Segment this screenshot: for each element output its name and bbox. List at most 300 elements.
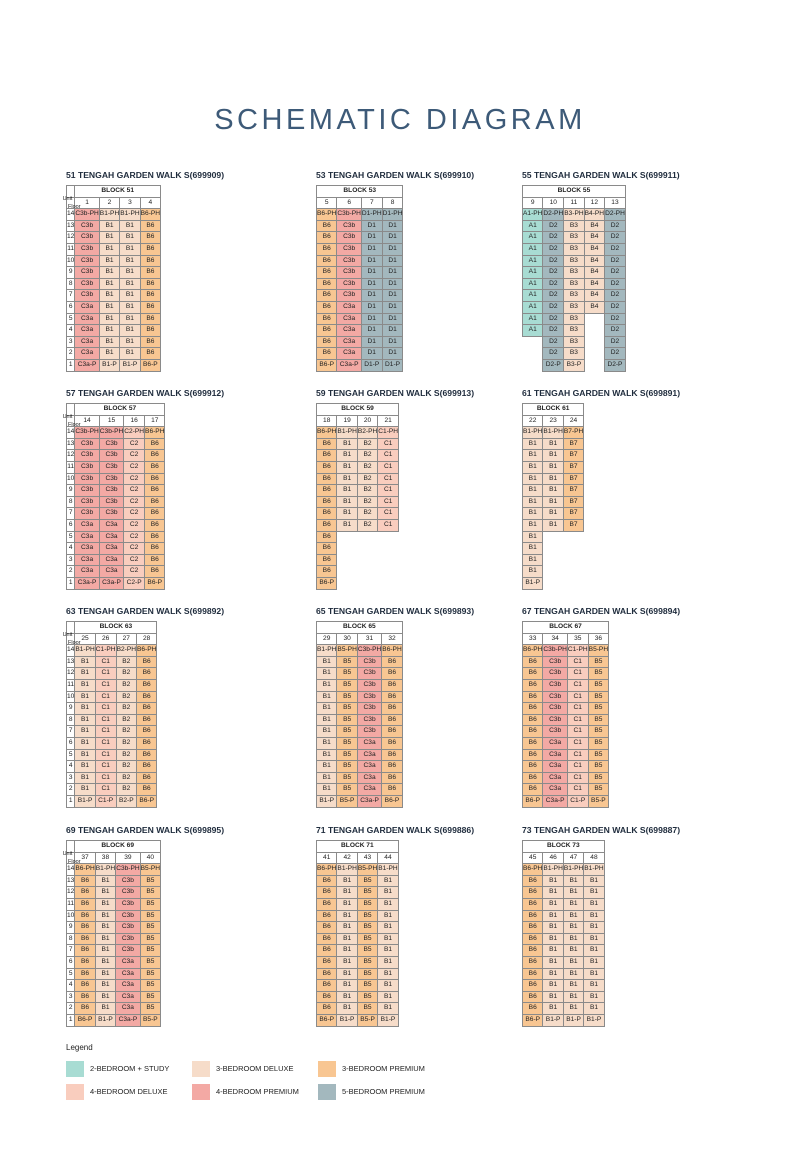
floor-number: 8	[67, 278, 75, 290]
floor-row	[316, 554, 399, 566]
unit-cell: B6-PH	[145, 427, 165, 439]
unit-cell: B1	[543, 473, 563, 485]
floor-row	[67, 761, 157, 773]
unit-cell: B6	[382, 714, 402, 726]
floor-number: 2	[67, 784, 75, 796]
unit-cell: B5	[337, 737, 357, 749]
unit-cell: B6-P	[140, 359, 160, 371]
floor-row	[67, 864, 161, 876]
floor-row	[316, 278, 403, 290]
unit-cell: C3b	[337, 278, 361, 290]
legend-swatch	[192, 1061, 210, 1077]
unit-cell: B2	[357, 473, 377, 485]
unit-cell: D2	[605, 313, 626, 325]
unit-cell: B5	[140, 956, 160, 968]
block-name: BLOCK 55	[523, 186, 626, 198]
unit-cell: C2	[124, 450, 145, 462]
unit-cell: B6-PH	[317, 209, 337, 221]
unit-cell: B5	[337, 749, 357, 761]
unit-cell: B2	[357, 461, 377, 473]
block-table	[316, 403, 399, 590]
unit-cell: B6	[145, 438, 165, 450]
unit-cell: B6-PH	[317, 864, 337, 876]
unit-cell: B3	[564, 313, 584, 325]
unit-cell: C3a	[543, 761, 567, 773]
unit-cell: B6	[136, 714, 156, 726]
unit-cell: B6-P	[317, 577, 337, 589]
unit-cell: B2	[116, 772, 136, 784]
floor-row	[316, 232, 403, 244]
unit-cell: C3b	[543, 691, 567, 703]
legend-label: 4-BEDROOM PREMIUM	[216, 1087, 299, 1096]
unit-number: 39	[116, 852, 140, 864]
unit-cell: B7	[563, 473, 583, 485]
unit-cell: B7	[563, 438, 583, 450]
unit-cell: C1	[378, 473, 399, 485]
unit-cell: C3b	[543, 703, 567, 715]
empty-cell	[584, 325, 604, 337]
unit-cell: B5	[140, 933, 160, 945]
unit-cell: D1	[382, 301, 403, 313]
floor-row	[67, 898, 161, 910]
block-name: BLOCK 71	[317, 841, 399, 853]
unit-cell: B1	[543, 887, 563, 899]
unit-cell: C3a	[116, 980, 140, 992]
unit-cell: C3b-PH	[543, 645, 567, 657]
floor-row	[316, 359, 403, 371]
unit-cell: C3b	[357, 656, 381, 668]
block-address: 55 TENGAH GARDEN WALK S(699911)	[522, 170, 680, 180]
unit-cell: B6	[523, 922, 543, 934]
unit-cell: B1	[563, 945, 583, 957]
block-table	[316, 840, 399, 1027]
floor-header: Floor	[68, 859, 81, 866]
floor-row	[67, 691, 157, 703]
block-table	[62, 403, 165, 590]
unit-cell: B1	[99, 336, 119, 348]
unit-cell: B1	[523, 519, 543, 531]
block-table	[62, 621, 157, 808]
unit-cell: B1	[543, 485, 563, 497]
unit-cell: B5	[140, 898, 160, 910]
floor-row	[67, 554, 165, 566]
unit-cell: B1	[584, 933, 604, 945]
unit-cell: A1	[523, 220, 543, 232]
unit-cell: B6	[75, 945, 95, 957]
legend-label: 5-BEDROOM PREMIUM	[342, 1087, 425, 1096]
unit-cell: B6	[523, 749, 543, 761]
unit-cell: B1	[543, 461, 563, 473]
floor-row	[522, 784, 609, 796]
unit-cell: C3a	[75, 566, 99, 578]
floor-row	[522, 209, 625, 221]
unit-number: 7	[361, 197, 382, 209]
unit-cell: B5	[140, 980, 160, 992]
unit-cell: B6	[382, 726, 402, 738]
unit-cell: B1	[563, 887, 583, 899]
empty-cell	[543, 543, 563, 555]
unit-cell: C3b	[75, 255, 99, 267]
unit-number: 6	[337, 197, 361, 209]
unit-cell: B1	[317, 772, 337, 784]
unit-cell: B6	[75, 933, 95, 945]
unit-cell: B1-PH	[99, 209, 119, 221]
unit-cell: C2	[124, 566, 145, 578]
unit-cell: C1	[95, 656, 116, 668]
unit-cell: B1	[75, 726, 95, 738]
unit-cell: B1	[523, 461, 543, 473]
floor-row	[522, 887, 604, 899]
unit-cell: B1-P	[563, 1014, 583, 1026]
floor-row	[67, 875, 161, 887]
floor-row	[67, 278, 161, 290]
unit-cell: C3a	[75, 519, 99, 531]
unit-cell: B1	[99, 290, 119, 302]
unit-cell: B5	[357, 1003, 377, 1015]
unit-cell: B5	[357, 910, 377, 922]
floor-row	[67, 427, 165, 439]
unit-cell: B6	[136, 749, 156, 761]
unit-cell: B6	[523, 910, 543, 922]
floor-row	[522, 519, 584, 531]
unit-cell: B1	[337, 991, 357, 1003]
unit-cell: B1	[543, 945, 563, 957]
unit-cell: B1	[523, 485, 543, 497]
unit-cell: C1	[567, 772, 588, 784]
unit-cell: B1	[378, 991, 398, 1003]
unit-cell: B6	[145, 543, 165, 555]
unit-cell: C3a	[357, 761, 381, 773]
unit-cell: D1-P	[382, 359, 403, 371]
block-name: BLOCK 73	[523, 841, 605, 853]
empty-cell	[563, 543, 583, 555]
floor-row	[316, 220, 403, 232]
unit-cell: B6-PH	[382, 645, 402, 657]
unit-cell: B1	[378, 956, 398, 968]
unit-number: 24	[563, 415, 583, 427]
unit-cell: B6	[317, 450, 337, 462]
unit-cell: B1	[99, 220, 119, 232]
block-name: BLOCK 59	[317, 404, 399, 416]
unit-cell: A1	[523, 232, 543, 244]
unit-cell: B2	[116, 691, 136, 703]
unit-cell: C3b	[99, 496, 123, 508]
block-name: BLOCK 69	[75, 841, 161, 853]
unit-cell: B1	[584, 991, 604, 1003]
floor-row	[522, 656, 609, 668]
floor-row	[67, 232, 161, 244]
floor-row	[67, 1003, 161, 1015]
unit-cell: C3b	[337, 267, 361, 279]
unit-cell: B6	[382, 679, 402, 691]
unit-cell: B5	[337, 691, 357, 703]
unit-cell: B6-PH	[140, 209, 160, 221]
page-title: SCHEMATIC DIAGRAM	[214, 104, 586, 136]
unit-cell: B1	[75, 656, 95, 668]
block-name: BLOCK 63	[75, 622, 157, 634]
unit-cell: D1	[382, 336, 403, 348]
unit-cell: D1	[382, 267, 403, 279]
floor-row	[316, 485, 399, 497]
unit-cell: C1-P	[567, 795, 588, 807]
unit-cell: D2	[543, 301, 564, 313]
unit-cell: B1	[337, 485, 357, 497]
floor-unit-corner	[62, 850, 81, 866]
floor-row	[522, 668, 609, 680]
unit-cell: B5	[337, 761, 357, 773]
unit-cell: B6	[317, 461, 337, 473]
legend-swatch	[318, 1084, 336, 1100]
unit-cell: D2	[543, 313, 564, 325]
unit-cell: B5	[588, 737, 608, 749]
unit-cell: C3b	[116, 875, 140, 887]
floor-number: 4	[67, 980, 75, 992]
unit-cell: B1	[523, 566, 543, 578]
unit-cell: B1	[543, 438, 563, 450]
unit-cell: B6-P	[523, 795, 543, 807]
unit-cell: B1	[95, 910, 115, 922]
floor-number: 13	[67, 220, 75, 232]
unit-cell: C1	[95, 772, 116, 784]
unit-cell: D2	[543, 255, 564, 267]
unit-number: 26	[95, 633, 116, 645]
unit-cell: B5-P	[588, 795, 608, 807]
unit-cell: B6	[136, 679, 156, 691]
block-address: 71 TENGAH GARDEN WALK S(699886)	[316, 825, 475, 835]
unit-number: 32	[382, 633, 402, 645]
floor-row	[67, 301, 161, 313]
unit-cell: B1	[543, 956, 563, 968]
unit-number: 28	[136, 633, 156, 645]
block-table	[522, 621, 609, 808]
unit-cell: B3	[564, 348, 584, 360]
unit-cell: B5	[140, 945, 160, 957]
unit-cell: B1	[317, 656, 337, 668]
unit-cell: B6	[136, 656, 156, 668]
unit-cell: B1	[563, 898, 583, 910]
unit-cell: B6	[317, 566, 337, 578]
unit-cell: B1	[337, 945, 357, 957]
unit-cell: C3b	[99, 438, 123, 450]
unit-cell: B4	[584, 220, 604, 232]
floor-row	[522, 726, 609, 738]
unit-number: 41	[317, 852, 337, 864]
unit-cell: D2-P	[605, 359, 626, 371]
unit-cell: C2	[124, 485, 145, 497]
unit-cell: B5	[588, 772, 608, 784]
floor-row	[522, 278, 625, 290]
floor-row	[316, 714, 402, 726]
unit-cell: B1-P	[75, 795, 95, 807]
unit-cell: B6	[75, 898, 95, 910]
unit-cell: B6	[317, 945, 337, 957]
unit-cell: D2	[605, 243, 626, 255]
floor-row	[67, 519, 165, 531]
floor-row	[316, 656, 402, 668]
floor-row	[316, 255, 403, 267]
unit-cell: B6	[523, 1003, 543, 1015]
floor-row	[316, 875, 398, 887]
unit-cell: B6	[136, 784, 156, 796]
unit-cell: B6	[523, 737, 543, 749]
unit-cell: B6	[75, 968, 95, 980]
unit-cell: B1	[523, 531, 543, 543]
unit-cell: C3b	[116, 898, 140, 910]
floor-row	[316, 726, 402, 738]
unit-cell: B6	[136, 668, 156, 680]
floor-number: 12	[67, 232, 75, 244]
unit-cell: D2	[605, 255, 626, 267]
floor-number: 1	[67, 1014, 75, 1026]
unit-header: Unit	[62, 195, 73, 202]
unit-cell: B1	[337, 519, 357, 531]
unit-cell: D2	[605, 267, 626, 279]
unit-cell: C1-PH	[95, 645, 116, 657]
unit-number: 20	[357, 415, 377, 427]
floor-number: 13	[67, 656, 75, 668]
unit-cell: B1	[378, 922, 398, 934]
empty-cell	[543, 577, 563, 589]
floor-row	[316, 772, 402, 784]
unit-number: 48	[584, 852, 604, 864]
unit-cell: C3b	[357, 668, 381, 680]
unit-cell: A1	[523, 313, 543, 325]
empty-cell	[584, 336, 604, 348]
unit-cell: B6	[75, 1003, 95, 1015]
unit-cell: B6	[317, 1003, 337, 1015]
unit-cell: D1	[382, 232, 403, 244]
unit-cell: B1-PH	[563, 864, 583, 876]
floor-row	[522, 714, 609, 726]
unit-cell: B3	[564, 267, 584, 279]
unit-cell: B6	[145, 566, 165, 578]
unit-cell: B1	[584, 968, 604, 980]
floor-row	[316, 461, 399, 473]
unit-cell: B6	[145, 508, 165, 520]
unit-cell: B6	[75, 991, 95, 1003]
unit-cell: C3a	[357, 772, 381, 784]
empty-cell	[378, 531, 399, 543]
unit-cell: D1	[382, 313, 403, 325]
unit-cell: C1	[95, 714, 116, 726]
floor-row	[316, 784, 402, 796]
unit-cell: B6	[317, 232, 337, 244]
floor-row	[522, 313, 625, 325]
unit-cell: D2	[543, 220, 564, 232]
unit-cell: C3a	[99, 543, 123, 555]
unit-cell: B1	[563, 968, 583, 980]
floor-row	[67, 737, 157, 749]
floor-row	[522, 761, 609, 773]
floor-row	[522, 1014, 604, 1026]
unit-cell: B1	[543, 450, 563, 462]
unit-cell: B1	[337, 450, 357, 462]
unit-cell: D1	[382, 348, 403, 360]
floor-row	[316, 898, 398, 910]
floor-number: 9	[67, 922, 75, 934]
unit-cell: C3a	[75, 301, 99, 313]
unit-cell: B1	[563, 933, 583, 945]
unit-cell: B5	[357, 887, 377, 899]
unit-cell: D1	[361, 290, 382, 302]
unit-cell: C3b	[75, 267, 99, 279]
unit-cell: D1	[361, 325, 382, 337]
unit-cell: C3a	[337, 348, 361, 360]
unit-cell: C3a-P	[75, 359, 99, 371]
unit-cell: B6	[140, 220, 160, 232]
unit-cell: D1	[361, 267, 382, 279]
unit-cell: B1	[563, 875, 583, 887]
unit-number: 15	[99, 415, 123, 427]
floor-row	[316, 968, 398, 980]
unit-cell: D1	[361, 348, 382, 360]
unit-cell: B6	[523, 668, 543, 680]
unit-number: 22	[523, 415, 543, 427]
unit-number: 5	[317, 197, 337, 209]
block-name: BLOCK 51	[75, 186, 161, 198]
unit-cell: B1	[563, 991, 583, 1003]
unit-cell: B6	[382, 784, 402, 796]
unit-cell: B6	[317, 485, 337, 497]
unit-cell: B6	[317, 875, 337, 887]
unit-cell: B6	[317, 543, 337, 555]
unit-cell: C3b	[99, 473, 123, 485]
floor-number: 4	[67, 325, 75, 337]
floor-row	[316, 543, 399, 555]
unit-cell: C1	[95, 703, 116, 715]
unit-cell: B5	[357, 968, 377, 980]
unit-cell: B1	[75, 749, 95, 761]
unit-cell: B6	[523, 980, 543, 992]
unit-cell: B1	[120, 290, 140, 302]
floor-row	[67, 290, 161, 302]
unit-cell: C3a	[116, 968, 140, 980]
unit-cell: B5	[140, 875, 160, 887]
unit-cell: C3a	[75, 336, 99, 348]
floor-row	[67, 336, 161, 348]
unit-cell: C3a-P	[116, 1014, 140, 1026]
unit-cell: B4	[584, 301, 604, 313]
unit-cell: B6	[382, 656, 402, 668]
unit-cell: B5-PH	[588, 645, 608, 657]
block-name: BLOCK 57	[75, 404, 165, 416]
unit-cell: B6	[317, 508, 337, 520]
unit-number: 8	[382, 197, 403, 209]
unit-cell: C3a-P	[337, 359, 361, 371]
floor-row	[522, 991, 604, 1003]
block-table	[62, 840, 161, 1027]
floor-row	[67, 726, 157, 738]
floor-row	[522, 485, 584, 497]
floor-row	[67, 531, 165, 543]
floor-row	[67, 795, 157, 807]
floor-number: 13	[67, 438, 75, 450]
unit-number: 14	[75, 415, 99, 427]
unit-cell: B5	[337, 772, 357, 784]
floor-row	[316, 450, 399, 462]
legend-swatch	[66, 1061, 84, 1077]
unit-cell: B6-P	[523, 1014, 543, 1026]
unit-cell: B1-P	[378, 1014, 398, 1026]
unit-cell: C2	[124, 554, 145, 566]
unit-cell: C3b	[543, 714, 567, 726]
unit-cell: C3b	[75, 232, 99, 244]
unit-cell: B1	[75, 737, 95, 749]
floor-number: 7	[67, 290, 75, 302]
unit-cell: B6	[317, 267, 337, 279]
unit-cell: C1	[95, 726, 116, 738]
empty-cell	[563, 531, 583, 543]
